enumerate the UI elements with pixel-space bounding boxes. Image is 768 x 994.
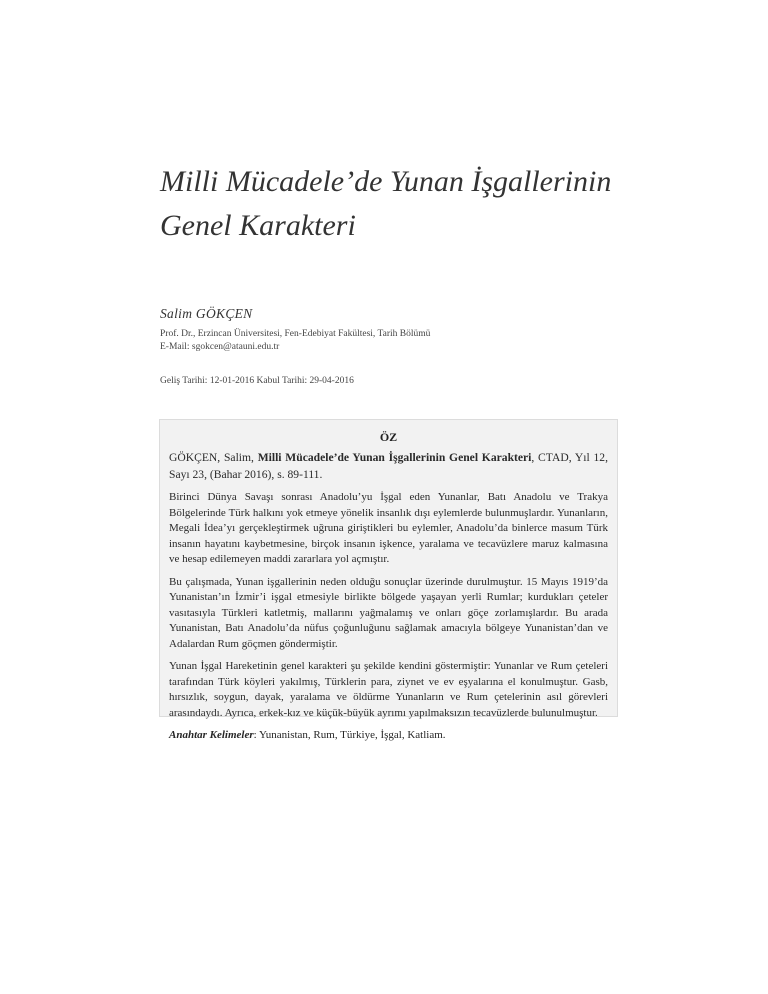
- abstract-paragraph-1: Birinci Dünya Savaşı sonrası Anadolu’yu İşgal eden Yunanlar, Batı Anadolu ve Trakya Bölgelerinde Türk halkını yok etmeye yönelik insanlık dışı eylemlerde bulunmuşlardır. Yunanların, Megali İdea’yı gerçekleştirmek uğruna giriştikleri bu eylemler, Anadolu’da binlerce masum Türk insanın hayatını kaybetmesine, birçok insanın işkence, yaralama ve tecavüzlere maruz kalmasına ve hesap edilemeyen maddi zararlara yol açmıştır.: [169, 491, 608, 565]
- citation: [169, 449, 608, 483]
- citation-rest: , CTAD, Yıl 12, Sayı 23, (Bahar 2016), s. 89-111.: [169, 451, 609, 481]
- submission-dates: Geliş Tarihi: 12-01-2016 Kabul Tarihi: 29-04-2016: [160, 376, 354, 386]
- author-affiliation: Prof. Dr., Erzincan Üniversitesi, Fen-Edebiyat Fakültesi, Tarih Bölümü: [160, 329, 431, 339]
- citation-authors: GÖKÇEN, Salim,: [169, 451, 258, 464]
- author-block: [160, 306, 660, 354]
- abstract-heading: ÖZ: [379, 430, 398, 444]
- article-title: Milli Mücadele’de Yunan İşgallerinin Genel Karakteri: [160, 165, 612, 242]
- keywords-list: : Yunanistan, Rum, Türkiye, İşgal, Katliam.: [253, 729, 446, 741]
- keywords-label: Anahtar Kelimeler: [169, 729, 254, 741]
- author-email: E-Mail: sgokcen@atauni.edu.tr: [160, 342, 280, 352]
- citation-title: Milli Mücadele’de Yunan İşgallerinin Genel Karakteri: [257, 451, 532, 464]
- abstract-box: [159, 419, 618, 741]
- abstract-paragraph-3: Yunan İşgal Hareketinin genel karakteri şu şekilde kendini göstermiştir: Yunanlar ve Rum çeteleri tarafından Türk köyleri yakılmış, Türklerin para, ziynet ve ev eşyalarına el konulmuştur. Gasb, hırsızlık, soygun, dayak, yaralama ve öldürme Yunanların ve Rum çetelerinin asıl görevleri arasındaydı. Ayrıca, erkek-kız ve küçük-büyük ayrımı yapılmaksızın tecavüzlerde bulunulmuştur.: [169, 660, 608, 719]
- keywords: [169, 728, 608, 744]
- author-name: Salim GÖKÇEN: [160, 306, 253, 321]
- abstract-paragraph-2: Bu çalışmada, Yunan işgallerinin neden olduğu sonuçlar üzerinde durulmuştur. 15 Mayıs 1919’da Yunanistan’ın İzmir’i işgal etmesiyle birlikte bölgede yaşayan yerli Rumlar; kurdukları çeteler vasıtasıyla Türkleri katletmiş, mallarını yağmalamış ve onları göçe zorlamışlardır. Bu arada Yunanistan, Batı Anadolu’da nüfus çoğunluğunu sağlamak amacıyla bölgeye Yunanistan’dan ve Adalardan Rum göçmen göndermiştir.: [169, 575, 608, 650]
